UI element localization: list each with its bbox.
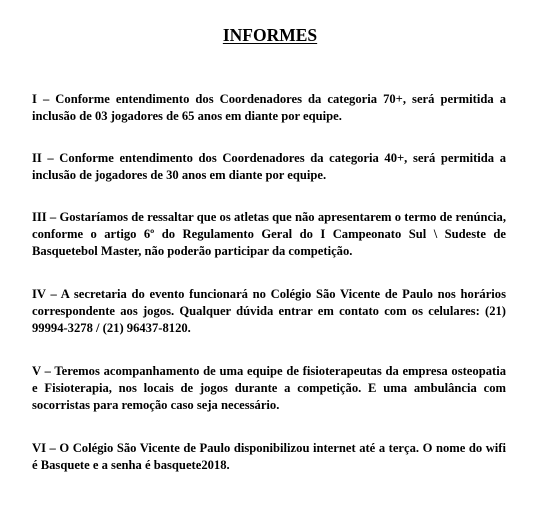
notice-paragraph-5: V – Teremos acompanhamento de uma equipe de fisioterapeutas da empresa osteopatia e Fisioterapia, nos locais de jogos durante a competição. E uma ambulância com socorristas para remoção caso seja necessário. (32, 364, 506, 413)
notice-paragraph-2: II – Conforme entendimento dos Coordenadores da categoria 40+, será permitida a inclusão de jogadores de 30 anos em diante por equipe. (32, 151, 506, 183)
notice-paragraph-3: III – Gostaríamos de ressaltar que os atletas que não apresentarem o termo de renúncia, conforme o artigo 6º do Regulamento Geral do I Campeonato Sul \ Sudeste de Basquetebol Master, não poderão participar da competição. (32, 210, 506, 259)
document-title: INFORMES (222, 25, 318, 45)
notice-paragraph-4: IV – A secretaria do evento funcionará no Colégio São Vicente de Paulo nos horários correspondente aos jogos. Qualquer dúvida entrar em contato com os celulares: (21) 99994-3278 / (21) 96437-8120. (32, 287, 506, 336)
notice-paragraph-1: I – Conforme entendimento dos Coordenadores da categoria 70+, será permitida a inclusão de 03 jogadores de 65 anos em diante por equipe. (32, 92, 506, 124)
notice-paragraph-6: VI – O Colégio São Vicente de Paulo disponibilizou internet até a terça. O nome do wifi é Basquete e a senha é basquete2018. (32, 441, 506, 473)
